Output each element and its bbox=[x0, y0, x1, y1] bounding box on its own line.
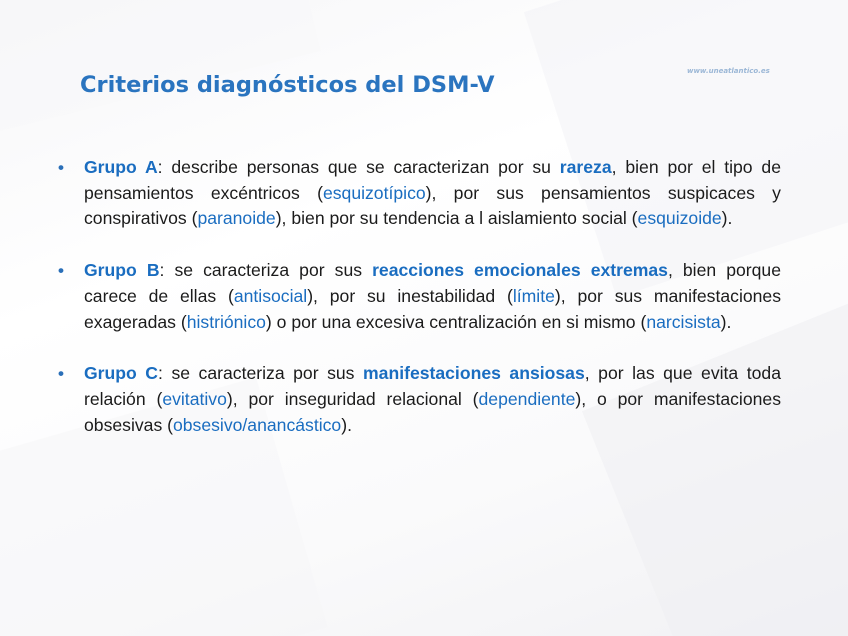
disorder-term: narcisista bbox=[646, 311, 721, 332]
website-url: www.uneatlantico.es bbox=[687, 67, 770, 75]
bullet-text: ). bbox=[721, 208, 733, 229]
bullet-text: ), por sus pensamientos suspicaces y conspirativos ( bbox=[84, 182, 781, 229]
bullet-text: ), por sus manifestaciones exageradas ( bbox=[84, 285, 782, 332]
bullet-text: ). bbox=[720, 311, 732, 332]
disorder-term: esquizoide bbox=[637, 208, 722, 229]
disorder-term: obsesivo/anancástico bbox=[172, 414, 342, 435]
bullet-text: , por las que evita toda relación ( bbox=[84, 363, 781, 409]
bullet-text: : se caracteriza por sus bbox=[158, 363, 364, 384]
bullet-text: ). bbox=[341, 414, 352, 435]
disorder-term: evitativo bbox=[162, 388, 227, 409]
key-term: reacciones emocionales extremas bbox=[372, 260, 668, 281]
disorder-term: límite bbox=[512, 285, 555, 306]
bullet-group-a bbox=[58, 155, 781, 232]
key-term: manifestaciones ansiosas bbox=[363, 363, 585, 384]
group-label: Grupo B bbox=[84, 260, 160, 281]
bullet-dot-icon: • bbox=[58, 158, 64, 177]
disorder-term: paranoide bbox=[197, 208, 276, 229]
disorder-term: esquizotípico bbox=[322, 182, 426, 203]
group-label: Grupo C bbox=[84, 363, 159, 384]
bullet-text: , bien porque carece de ellas ( bbox=[84, 260, 781, 306]
bullet-text: : describe personas que se caracterizan por su bbox=[157, 157, 560, 177]
bullet-group-b bbox=[58, 258, 781, 335]
disorder-term: histriónico bbox=[186, 311, 266, 332]
key-term: rareza bbox=[559, 157, 612, 177]
bullet-dot-icon: • bbox=[58, 364, 64, 384]
bullet-text: : se caracteriza por sus bbox=[159, 260, 373, 281]
bullet-text: ), por inseguridad relacional ( bbox=[226, 388, 479, 409]
bullet-text: ), o por manifestaciones obsesivas ( bbox=[84, 388, 781, 435]
bullet-list bbox=[58, 155, 781, 464]
bullet-text: ), por su inestabilidad ( bbox=[307, 285, 513, 306]
bullet-dot-icon: • bbox=[58, 261, 64, 281]
bullet-group-c bbox=[58, 361, 781, 438]
slide-title: Criterios diagnósticos del DSM-V bbox=[80, 72, 495, 98]
bullet-text: ), bien por su tendencia a l aislamiento social ( bbox=[275, 208, 638, 229]
disorder-term: dependiente bbox=[478, 388, 576, 409]
disorder-term: antisocial bbox=[233, 285, 308, 306]
bullet-text: , bien por el tipo de pensamientos excéntricos ( bbox=[84, 157, 781, 203]
bullet-text: ) o por una excesiva centralización en si mismo ( bbox=[265, 311, 647, 332]
group-label: Grupo A bbox=[84, 157, 158, 177]
